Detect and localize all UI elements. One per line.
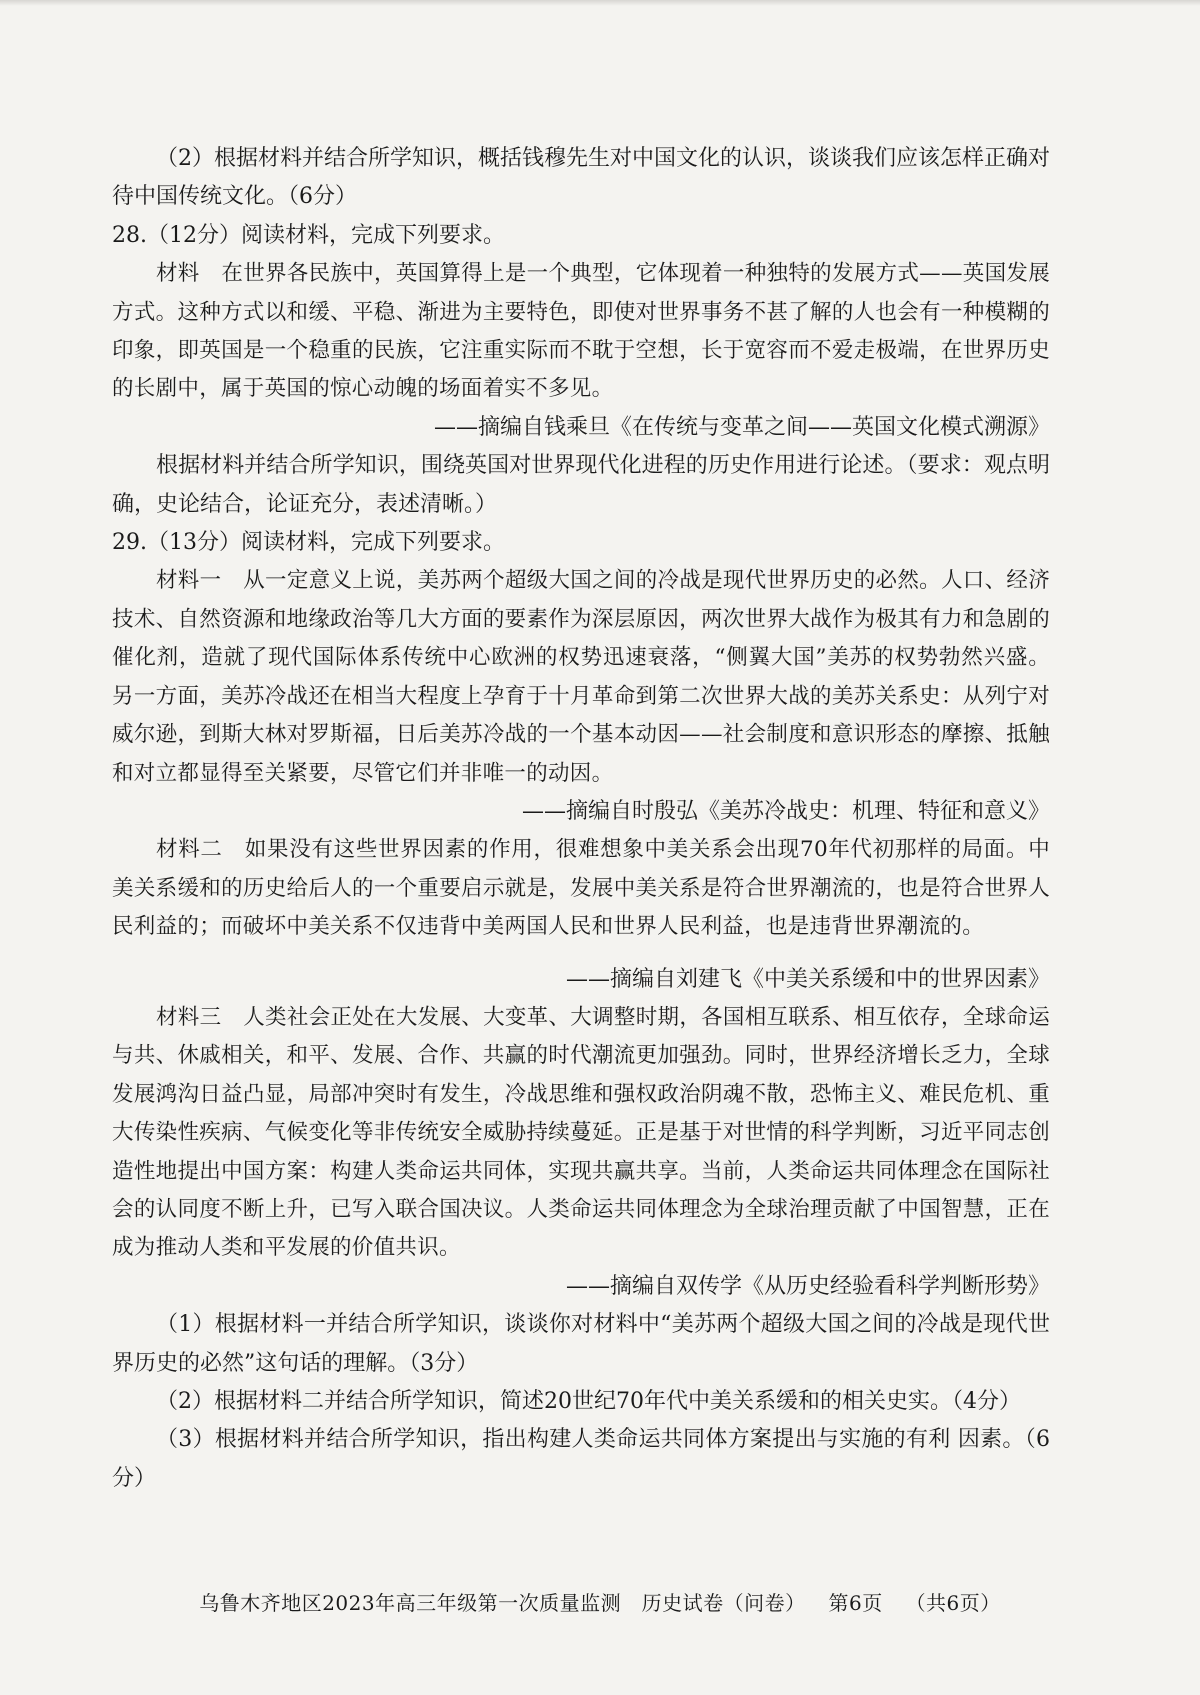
footer-page-number: 第6页 xyxy=(828,1591,883,1615)
q29-material-1: 材料一 从一定意义上说，美苏两个超级大国之间的冷战是现代世界历史的必然。人口、经济技术、自然资源和地缘政治等几大方面的要素作为深层原因，两次世界大战作为极其有力和急剧的催化剂，造就了现代国际体系传统中心欧洲的权势迅速衰落，“侧翼大国”美苏的权势勃然兴盛。另一方面，美苏冷战还在相当大程度上孕育于十月革命到第二次世界大战的美苏关系史：从列宁对威尔逊，到斯大林对罗斯福，日后美苏冷战的一个基本动因——社会制度和意识形态的摩擦、抵触和对立都显得至关紧要，尽管它们并非唯一的动因。 xyxy=(112,568,1050,786)
exam-page-body xyxy=(112,140,1050,1498)
q29-source-2: ——摘编自刘建飞《中美关系缓和中的世界因素》 xyxy=(565,966,1050,992)
q29-part1: （1）根据材料一并结合所学知识，谈谈你对材料中“美苏两个超级大国之间的冷战是现代世界历史的必然”这句话的理解。（3分） xyxy=(112,1312,1050,1376)
q29-source-1: ——摘编自时殷弘《美苏冷战史：机理、特征和意义》 xyxy=(521,798,1050,824)
q28-source: ——摘编自钱乘旦《在传统与变革之间——英国文化模式溯源》 xyxy=(433,414,1050,440)
q29-material-3: 材料三 人类社会正处在大发展、大变革、大调整时期，各国相互联系、相互依存，全球命运与共、休戚相关，和平、发展、合作、共赢的时代潮流更加强劲。同时，世界经济增长乏力，全球发展鸿沟日益凸显，局部冲突时有发生，冷战思维和强权政治阴魂不散，恐怖主义、难民危机、重大传染性疾病、气候变化等非传统安全威胁持续蔓延。正是基于对世情的科学判断，习近平同志创造性地提出中国方案：构建人类命运共同体，实现共赢共享。当前，人类命运共同体理念在国际社会的认同度不断上升，已写入联合国决议。人类命运共同体理念为全球治理贡献了中国智慧，正在成为推动人类和平发展的价值共识。 xyxy=(112,1004,1050,1261)
q29-material-2: 材料二 如果没有这些世界因素的作用，很难想象中美关系会出现70年代初那样的局面。中美关系缓和的历史给后人的一个重要启示就是，发展中美关系是符合世界潮流的，也是符合世界人民利益的；而破坏中美关系不仅违背中美两国人民和世界人民利益，也是违背世界潮流的。 xyxy=(112,837,1050,940)
q29-source-3: ——摘编自双传学《从历史经验看科学判断形势》 xyxy=(565,1273,1050,1299)
spacer xyxy=(112,947,1050,961)
q28-material: 材料 在世界各民族中，英国算得上是一个典型，它体现着一种独特的发展方式——英国发展方式。这种方式以和缓、平稳、渐进为主要特色，即使对世界事务不甚了解的人也会有一种模糊的印象，即英国是一个稳重的民族，它注重实际而不耽于空想，长于宽容而不爱走极端，在世界历史的长剧中，属于英国的惊心动魄的场面着实不多见。 xyxy=(112,261,1050,402)
footer-total-pages: （共6页） xyxy=(905,1591,1001,1615)
q28-task: 根据材料并结合所学知识，围绕英国对世界现代化进程的历史作用进行论述。（要求：观点明确，史论结合，论证充分，表述清晰。） xyxy=(112,453,1050,517)
q29-heading: 29.（13分）阅读材料，完成下列要求。 xyxy=(112,530,505,556)
q27-part2: （2）根据材料并结合所学知识，概括钱穆先生对中国文化的认识，谈谈我们应该怎样正确对待中国传统文化。（6分） xyxy=(112,146,1051,210)
q28-heading: 28.（12分）阅读材料，完成下列要求。 xyxy=(112,222,505,248)
q29-part3: （3）根据材料并结合所学知识，指出构建人类命运共同体方案提出与实施的有利 因素。（6分） xyxy=(112,1427,1050,1491)
page-footer xyxy=(0,1587,1200,1616)
q29-part2: （2）根据材料二并结合所学知识，简述20世纪70年代中美关系缓和的相关史实。（4分） xyxy=(156,1389,1021,1414)
footer-exam-title: 乌鲁木齐地区2023年高三年级第一次质量监测 历史试卷（问卷） xyxy=(199,1591,806,1615)
page-top-edge xyxy=(0,0,1200,6)
